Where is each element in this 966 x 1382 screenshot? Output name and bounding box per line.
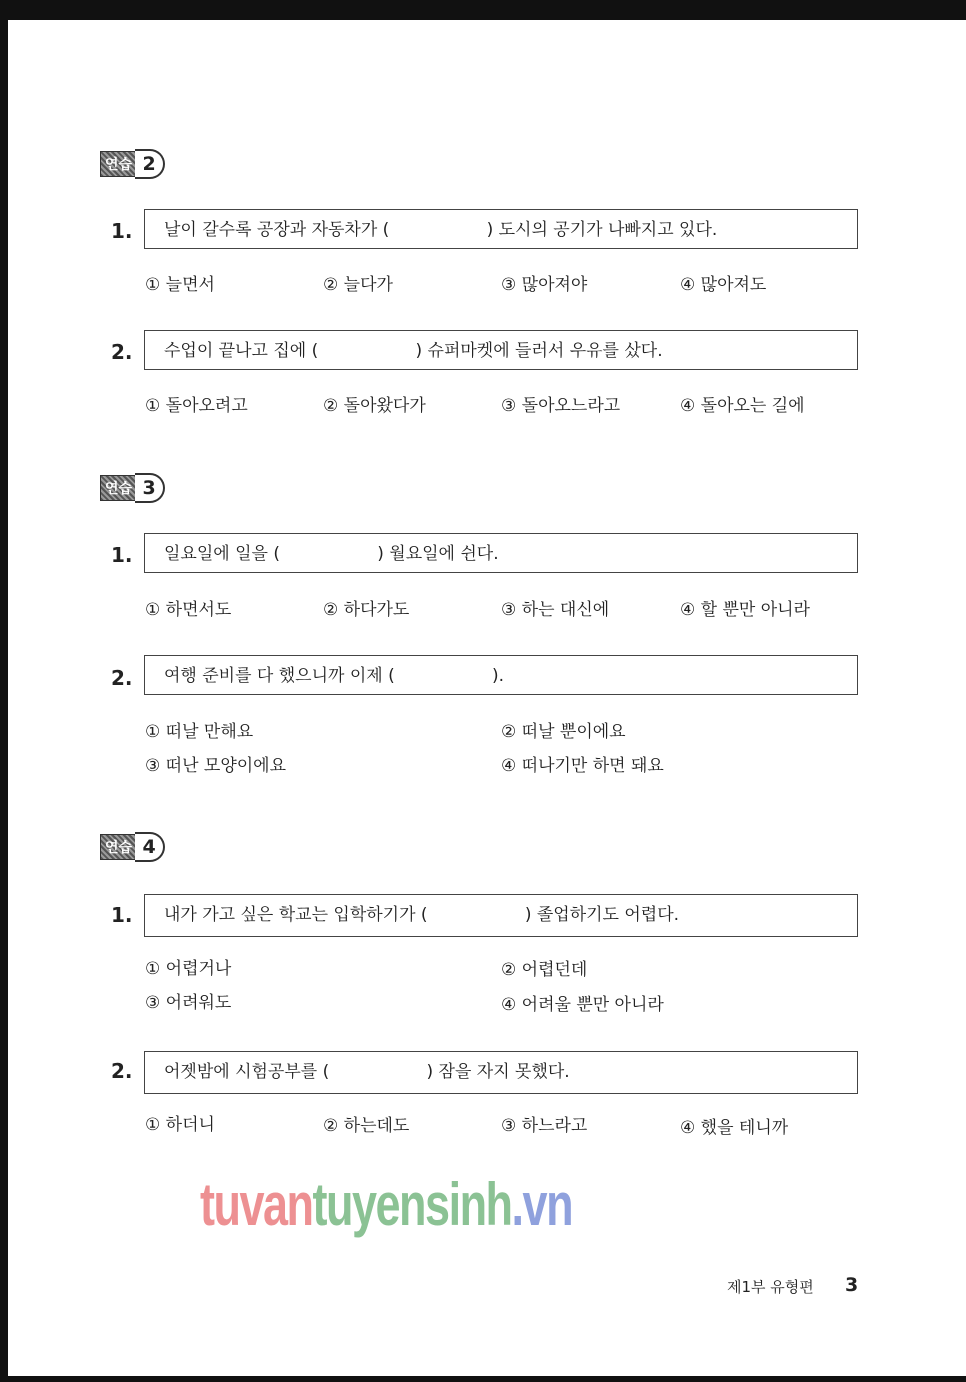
option: ③ 떠난 모양이에요 <box>145 756 287 776</box>
watermark-part-2: tuyensinh <box>312 1171 512 1238</box>
option: ① 하면서도 <box>145 600 232 620</box>
question-sentence-box: 어젯밤에 시험공부를 ( ) 잠을 자지 못했다. <box>144 1051 858 1094</box>
option: ② 늘다가 <box>323 275 393 295</box>
question-number: 1. <box>111 903 133 927</box>
option: ④ 많아져도 <box>680 275 767 295</box>
question-sentence-box: 여행 준비를 다 했으니까 이제 ( ). <box>144 655 858 695</box>
option: ③ 하느라고 <box>501 1116 588 1136</box>
section-number: 3 <box>135 473 165 503</box>
option: ② 어렵던데 <box>501 960 588 980</box>
section-header-2 <box>100 151 165 177</box>
option: ④ 했을 테니까 <box>680 1118 789 1138</box>
watermark-logo <box>200 1170 572 1240</box>
option: ④ 떠나기만 하면 돼요 <box>501 756 664 776</box>
option: ① 늘면서 <box>145 275 215 295</box>
question-sentence-box: 날이 갈수록 공장과 자동차가 ( ) 도시의 공기가 나빠지고 있다. <box>144 209 858 249</box>
question-sentence-box: 내가 가고 싶은 학교는 입학하기가 ( ) 졸업하기도 어렵다. <box>144 894 858 937</box>
option: ④ 돌아오는 길에 <box>680 396 805 416</box>
section-header-3 <box>100 475 165 501</box>
section-number: 4 <box>135 832 165 862</box>
option: ② 하는데도 <box>323 1116 410 1136</box>
option: ① 하더니 <box>145 1115 215 1135</box>
section-tag: 연습 <box>100 475 137 501</box>
option: ③ 돌아오느라고 <box>501 396 621 416</box>
option: ① 어렵거나 <box>145 959 232 979</box>
footer-part-title: 제1부 유형편 <box>727 1278 814 1296</box>
option: ② 하다가도 <box>323 600 410 620</box>
option: ③ 하는 대신에 <box>501 600 610 620</box>
option: ③ 많아져야 <box>501 275 588 295</box>
question-number: 1. <box>111 543 133 567</box>
question-number: 2. <box>111 666 133 690</box>
page-number: 3 <box>845 1274 859 1296</box>
watermark-part-1: tuvan <box>200 1171 313 1238</box>
question-number: 2. <box>111 1059 133 1083</box>
option: ④ 할 뿐만 아니라 <box>680 600 810 620</box>
question-sentence-box: 일요일에 일을 ( ) 월요일에 쉰다. <box>144 533 858 573</box>
watermark-part-3: .vn <box>511 1171 573 1238</box>
option: ④ 어려울 뿐만 아니라 <box>501 995 664 1015</box>
section-tag: 연습 <box>100 834 137 860</box>
option: ② 떠날 뿐이에요 <box>501 722 626 742</box>
question-number: 1. <box>111 219 133 243</box>
section-tag: 연습 <box>100 151 137 177</box>
option: ① 돌아오려고 <box>145 396 248 416</box>
option: ③ 어려워도 <box>145 993 232 1013</box>
question-sentence-box: 수업이 끝나고 집에 ( ) 슈퍼마켓에 들러서 우유를 샀다. <box>144 330 858 370</box>
option: ① 떠날 만해요 <box>145 722 254 742</box>
question-number: 2. <box>111 340 133 364</box>
option: ② 돌아왔다가 <box>323 396 426 416</box>
section-header-4 <box>100 834 165 860</box>
section-number: 2 <box>135 149 165 179</box>
